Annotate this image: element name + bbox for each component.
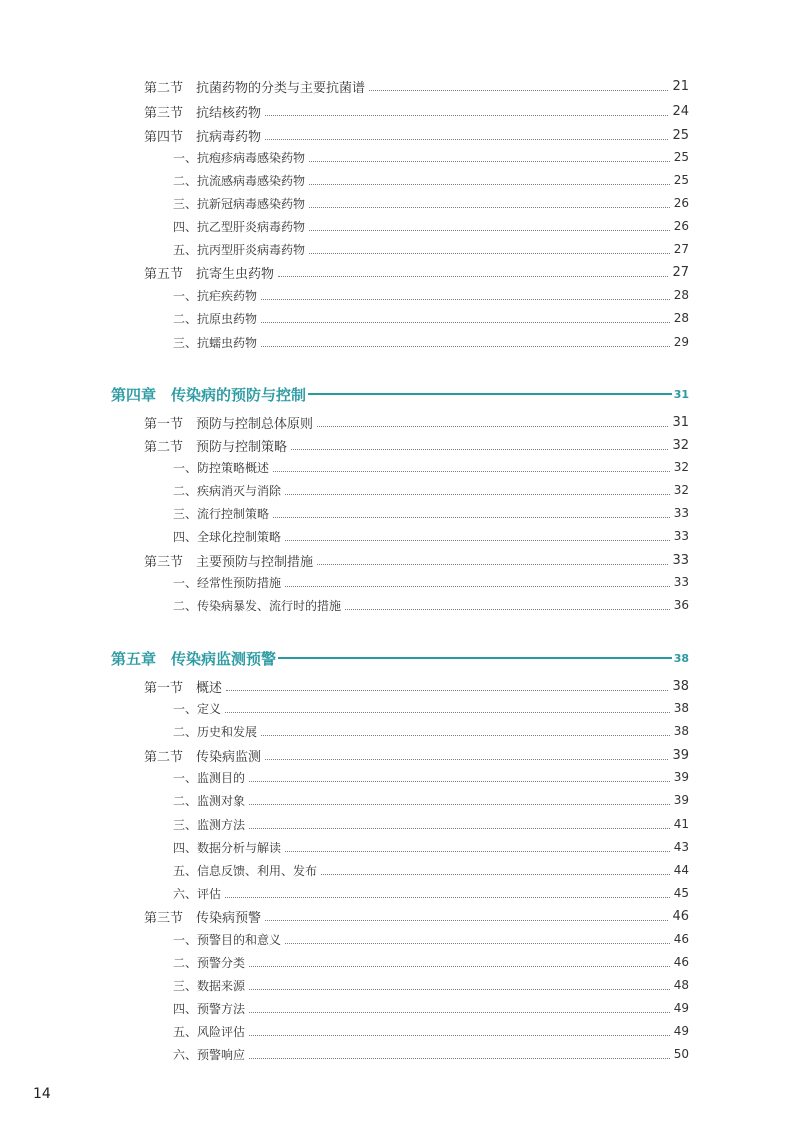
toc-entry-title — [144, 551, 313, 570]
toc-item-entry — [173, 503, 689, 523]
toc-page-number: 49 — [673, 1001, 689, 1015]
dot-leader — [309, 253, 670, 254]
toc-entry-label: 一、 — [173, 460, 198, 475]
toc-entry-title — [173, 597, 341, 614]
toc-section-entry — [144, 676, 689, 696]
toc-section-entry — [144, 76, 689, 96]
dot-leader — [265, 920, 668, 921]
dot-leader — [261, 346, 670, 347]
toc-page-number: 24 — [672, 103, 689, 119]
toc-item-entry — [173, 572, 689, 592]
toc-page-number: 41 — [673, 817, 689, 831]
toc-entry-text: 抗疱疹病毒感染药物 — [197, 150, 306, 165]
toc-entry-label: 二、 — [173, 311, 198, 326]
toc-page-number: 46 — [673, 932, 689, 946]
toc-page-number: 38 — [673, 701, 689, 715]
toc-entry-label: 三、 — [173, 817, 198, 832]
toc-entry-text: 预警方法 — [197, 1001, 246, 1016]
dot-leader — [249, 989, 670, 990]
toc-entry-title — [111, 648, 276, 669]
dot-leader — [309, 230, 670, 231]
toc-item-entry — [173, 457, 689, 477]
toc-entry-label: 六、 — [173, 886, 198, 901]
toc-page-number: 36 — [673, 598, 689, 612]
toc-item-entry — [173, 998, 689, 1018]
toc-page-number: 39 — [672, 747, 689, 763]
toc-entry-text: 传染病监测 — [196, 749, 262, 765]
toc-entry-title — [173, 700, 221, 717]
toc-entry-text: 全球化控制策略 — [197, 529, 282, 544]
toc-page-number: 29 — [673, 335, 689, 349]
toc-entry-title — [144, 746, 261, 765]
toc-page-number: 38 — [673, 651, 689, 665]
toc-entry-title — [144, 102, 261, 121]
toc-entry-text: 经常性预防措施 — [197, 575, 282, 590]
toc-entry-label: 四、 — [173, 529, 198, 544]
dot-leader — [317, 426, 668, 427]
toc-entry-label: 一、 — [173, 150, 198, 165]
toc-item-entry — [173, 721, 689, 741]
toc-entry-text: 监测方法 — [197, 817, 246, 832]
toc-page-number: 33 — [672, 552, 689, 568]
dot-leader — [345, 609, 670, 610]
toc-entry-label: 第五节 — [144, 266, 184, 282]
toc-page-number: 46 — [673, 955, 689, 969]
toc-entry-text: 传染病的预防与控制 — [171, 385, 307, 404]
toc-entry-text: 监测对象 — [197, 793, 246, 808]
toc-entry-title — [173, 792, 245, 809]
dot-leader — [265, 115, 668, 116]
toc-entry-title — [173, 1000, 245, 1017]
toc-page-number: 33 — [673, 575, 689, 589]
toc-entry-label: 三、 — [173, 335, 198, 350]
dot-leader — [249, 1012, 670, 1013]
dot-leader — [285, 540, 670, 541]
toc-page-number: 48 — [673, 978, 689, 992]
dot-leader — [226, 690, 668, 691]
toc-entry-title — [173, 862, 317, 879]
toc-entry-title — [173, 334, 257, 351]
toc-entry-label: 第二节 — [144, 80, 184, 96]
toc-entry-title — [144, 677, 222, 696]
dot-leader — [249, 966, 670, 967]
toc-section-entry — [144, 101, 689, 121]
toc-entry-title — [144, 413, 313, 432]
toc-page-number: 25 — [672, 127, 689, 143]
toc-page-number: 46 — [672, 908, 689, 924]
toc-page-number: 44 — [673, 863, 689, 877]
dot-leader — [273, 517, 670, 518]
toc-entry-label: 第三节 — [144, 105, 184, 121]
toc-entry-title — [173, 528, 281, 545]
toc-entry-text: 抗结核药物 — [196, 105, 262, 121]
toc-entry-title — [173, 723, 257, 740]
toc-item-entry — [173, 883, 689, 903]
toc-section-entry — [144, 550, 689, 570]
toc-page-number: 25 — [673, 173, 689, 187]
dot-leader — [249, 1035, 670, 1036]
toc-entry-label: 三、 — [173, 506, 198, 521]
toc-entry-text: 数据来源 — [197, 978, 246, 993]
toc-entry-text: 风险评估 — [197, 1024, 246, 1039]
toc-entry-label: 第一节 — [144, 680, 184, 696]
toc-entry-label: 二、 — [173, 483, 198, 498]
toc-page-number: 50 — [673, 1047, 689, 1061]
dot-leader — [225, 897, 670, 898]
toc-item-entry — [173, 975, 689, 995]
toc-entry-text: 抗蠕虫药物 — [197, 335, 258, 350]
toc-chapter-entry — [111, 648, 689, 668]
toc-page-number: 26 — [673, 196, 689, 210]
toc-entry-title — [144, 126, 261, 145]
dot-leader — [265, 139, 668, 140]
toc-page-number: 32 — [673, 483, 689, 497]
toc-item-entry — [173, 526, 689, 546]
toc-section-entry — [144, 262, 689, 282]
dot-leader — [285, 494, 670, 495]
toc-item-entry — [173, 1021, 689, 1041]
toc-entry-text: 抗丙型肝炎病毒药物 — [197, 242, 306, 257]
dot-leader — [285, 851, 670, 852]
toc-section-entry — [144, 906, 689, 926]
toc-entry-text: 监测目的 — [197, 770, 246, 785]
toc-item-entry — [173, 216, 689, 236]
toc-entry-label: 第三节 — [144, 554, 184, 570]
toc-item-entry — [173, 308, 689, 328]
dot-leader — [309, 207, 670, 208]
toc-page-number: 27 — [673, 242, 689, 256]
toc-entry-label: 二、 — [173, 955, 198, 970]
toc-section-entry — [144, 435, 689, 455]
toc-entry-label: 第三节 — [144, 910, 184, 926]
toc-entry-label: 五、 — [173, 242, 198, 257]
toc-item-entry — [173, 860, 689, 880]
toc-item-entry — [173, 147, 689, 167]
toc-entry-label: 一、 — [173, 770, 198, 785]
toc-entry-title — [173, 459, 269, 476]
toc-page-number: 32 — [673, 460, 689, 474]
toc-entry-text: 预防与控制总体原则 — [196, 416, 314, 432]
toc-page-number: 33 — [673, 529, 689, 543]
toc-section-entry — [144, 412, 689, 432]
toc-entry-text: 预警分类 — [197, 955, 246, 970]
dot-leader — [249, 828, 670, 829]
toc-entry-title — [144, 77, 365, 96]
toc-item-entry — [173, 837, 689, 857]
toc-entry-label: 五、 — [173, 1024, 198, 1039]
toc-page-number: 43 — [673, 840, 689, 854]
toc-entry-title — [173, 977, 245, 994]
toc-entry-label: 四、 — [173, 1001, 198, 1016]
toc-entry-text: 抗菌药物的分类与主要抗菌谱 — [196, 80, 366, 96]
toc-entry-label: 一、 — [173, 932, 198, 947]
toc-entry-title — [173, 310, 257, 327]
toc-page-number: 28 — [673, 311, 689, 325]
toc-page-number: 39 — [673, 793, 689, 807]
toc-entry-title — [173, 769, 245, 786]
toc-entry-text: 疾病消灭与消除 — [197, 483, 282, 498]
toc-entry-text: 抗病毒药物 — [196, 129, 262, 145]
toc-entry-title — [173, 839, 281, 856]
dot-leader — [285, 943, 670, 944]
dot-leader — [261, 322, 670, 323]
toc-entry-text: 流行控制策略 — [197, 506, 270, 521]
toc-entry-text: 传染病监测预警 — [171, 649, 277, 668]
toc-item-entry — [173, 480, 689, 500]
toc-entry-text: 预警目的和意义 — [197, 932, 282, 947]
toc-entry-title — [173, 287, 257, 304]
toc-entry-label: 四、 — [173, 219, 198, 234]
toc-entry-label: 第四节 — [144, 129, 184, 145]
toc-entry-title — [173, 172, 305, 189]
toc-entry-text: 定义 — [197, 701, 222, 716]
dot-leader — [291, 449, 668, 450]
toc-section-entry — [144, 745, 689, 765]
toc-chapter-entry — [111, 384, 689, 404]
toc-entry-label: 三、 — [173, 196, 198, 211]
toc-entry-label: 二、 — [173, 724, 198, 739]
toc-entry-title — [173, 218, 305, 235]
toc-entry-label: 第四章 — [111, 385, 157, 404]
toc-entry-label: 三、 — [173, 978, 198, 993]
toc-item-entry — [173, 790, 689, 810]
toc-entry-text: 数据分析与解读 — [197, 840, 282, 855]
toc-entry-title — [173, 931, 281, 948]
dot-leader — [265, 759, 668, 760]
toc-entry-text: 主要预防与控制措施 — [196, 554, 314, 570]
toc-entry-title — [173, 482, 281, 499]
toc-entry-label: 一、 — [173, 575, 198, 590]
toc-item-entry — [173, 929, 689, 949]
toc-page-number: 25 — [673, 150, 689, 164]
toc-item-entry — [173, 767, 689, 787]
toc-entry-label: 第二节 — [144, 749, 184, 765]
toc-entry-label: 二、 — [173, 173, 198, 188]
dot-leader — [285, 586, 670, 587]
toc-entry-title — [173, 954, 245, 971]
toc-entry-text: 抗流感病毒感染药物 — [197, 173, 306, 188]
toc-entry-label: 一、 — [173, 701, 198, 716]
toc-item-entry — [173, 698, 689, 718]
dot-leader — [321, 874, 670, 875]
toc-entry-text: 评估 — [197, 886, 222, 901]
toc-page-number: 31 — [673, 387, 689, 401]
toc-entry-label: 第五章 — [111, 649, 157, 668]
toc-entry-label: 第二节 — [144, 439, 184, 455]
toc-page-number: 45 — [673, 886, 689, 900]
toc-page-number: 33 — [673, 506, 689, 520]
toc-item-entry — [173, 239, 689, 259]
dot-leader — [278, 276, 668, 277]
toc-entry-text: 抗疟疾药物 — [197, 288, 258, 303]
toc-page-number: 27 — [672, 264, 689, 280]
dot-leader — [309, 184, 670, 185]
toc-item-entry — [173, 332, 689, 352]
toc-entry-label: 二、 — [173, 793, 198, 808]
dot-leader — [249, 781, 670, 782]
page-number: 14 — [33, 1086, 51, 1102]
toc-entry-title — [173, 574, 281, 591]
toc-page-number: 21 — [672, 78, 689, 94]
toc-entry-title — [144, 263, 274, 282]
toc-page-number: 32 — [672, 437, 689, 453]
dot-leader — [317, 564, 668, 565]
chapter-rule — [278, 657, 672, 659]
toc-page-number: 28 — [673, 288, 689, 302]
toc-entry-label: 四、 — [173, 840, 198, 855]
toc-page-number: 39 — [673, 770, 689, 784]
toc-entry-text: 信息反馈、利用、发布 — [197, 863, 318, 878]
toc-entry-title — [111, 384, 306, 405]
toc-entry-text: 历史和发展 — [197, 724, 258, 739]
toc-entry-title — [173, 241, 305, 258]
toc-entry-title — [173, 505, 269, 522]
toc-entry-text: 传染病预警 — [196, 910, 262, 926]
toc-entry-text: 预警响应 — [197, 1047, 246, 1062]
toc-entry-title — [173, 1046, 245, 1063]
toc-entry-text: 抗新冠病毒感染药物 — [197, 196, 306, 211]
dot-leader — [369, 90, 668, 91]
toc-item-entry — [173, 285, 689, 305]
toc-entry-text: 抗寄生虫药物 — [196, 266, 275, 282]
toc-entry-text: 概述 — [196, 680, 223, 696]
toc-entry-text: 抗原虫药物 — [197, 311, 258, 326]
toc-item-entry — [173, 814, 689, 834]
chapter-rule — [308, 393, 672, 395]
toc-entry-title — [144, 907, 261, 926]
dot-leader — [225, 712, 670, 713]
dot-leader — [261, 299, 670, 300]
toc-item-entry — [173, 952, 689, 972]
toc-entry-label: 五、 — [173, 863, 198, 878]
toc-page-number: 49 — [673, 1024, 689, 1038]
toc-section-entry — [144, 125, 689, 145]
toc-entry-label: 一、 — [173, 288, 198, 303]
toc-entry-text: 预防与控制策略 — [196, 439, 288, 455]
dot-leader — [309, 161, 670, 162]
toc-page-number: 38 — [673, 724, 689, 738]
toc-entry-title — [173, 885, 221, 902]
toc-entry-title — [173, 816, 245, 833]
toc-entry-title — [173, 1023, 245, 1040]
toc-entry-label: 二、 — [173, 598, 198, 613]
toc-page-number: 26 — [673, 219, 689, 233]
toc-entry-title — [173, 149, 305, 166]
toc-entry-text: 防控策略概述 — [197, 460, 270, 475]
toc-page-number: 38 — [672, 678, 689, 694]
dot-leader — [249, 804, 670, 805]
toc-entry-label: 六、 — [173, 1047, 198, 1062]
dot-leader — [261, 735, 670, 736]
toc-entry-label: 第一节 — [144, 416, 184, 432]
toc-entry-text: 抗乙型肝炎病毒药物 — [197, 219, 306, 234]
dot-leader — [273, 471, 670, 472]
toc-item-entry — [173, 193, 689, 213]
dot-leader — [249, 1058, 670, 1059]
toc-entry-text: 传染病暴发、流行时的措施 — [197, 598, 342, 613]
toc-page-number: 31 — [672, 414, 689, 430]
toc-item-entry — [173, 170, 689, 190]
toc-item-entry — [173, 1044, 689, 1064]
toc-entry-title — [144, 436, 287, 455]
toc-entry-title — [173, 195, 305, 212]
toc-item-entry — [173, 595, 689, 615]
